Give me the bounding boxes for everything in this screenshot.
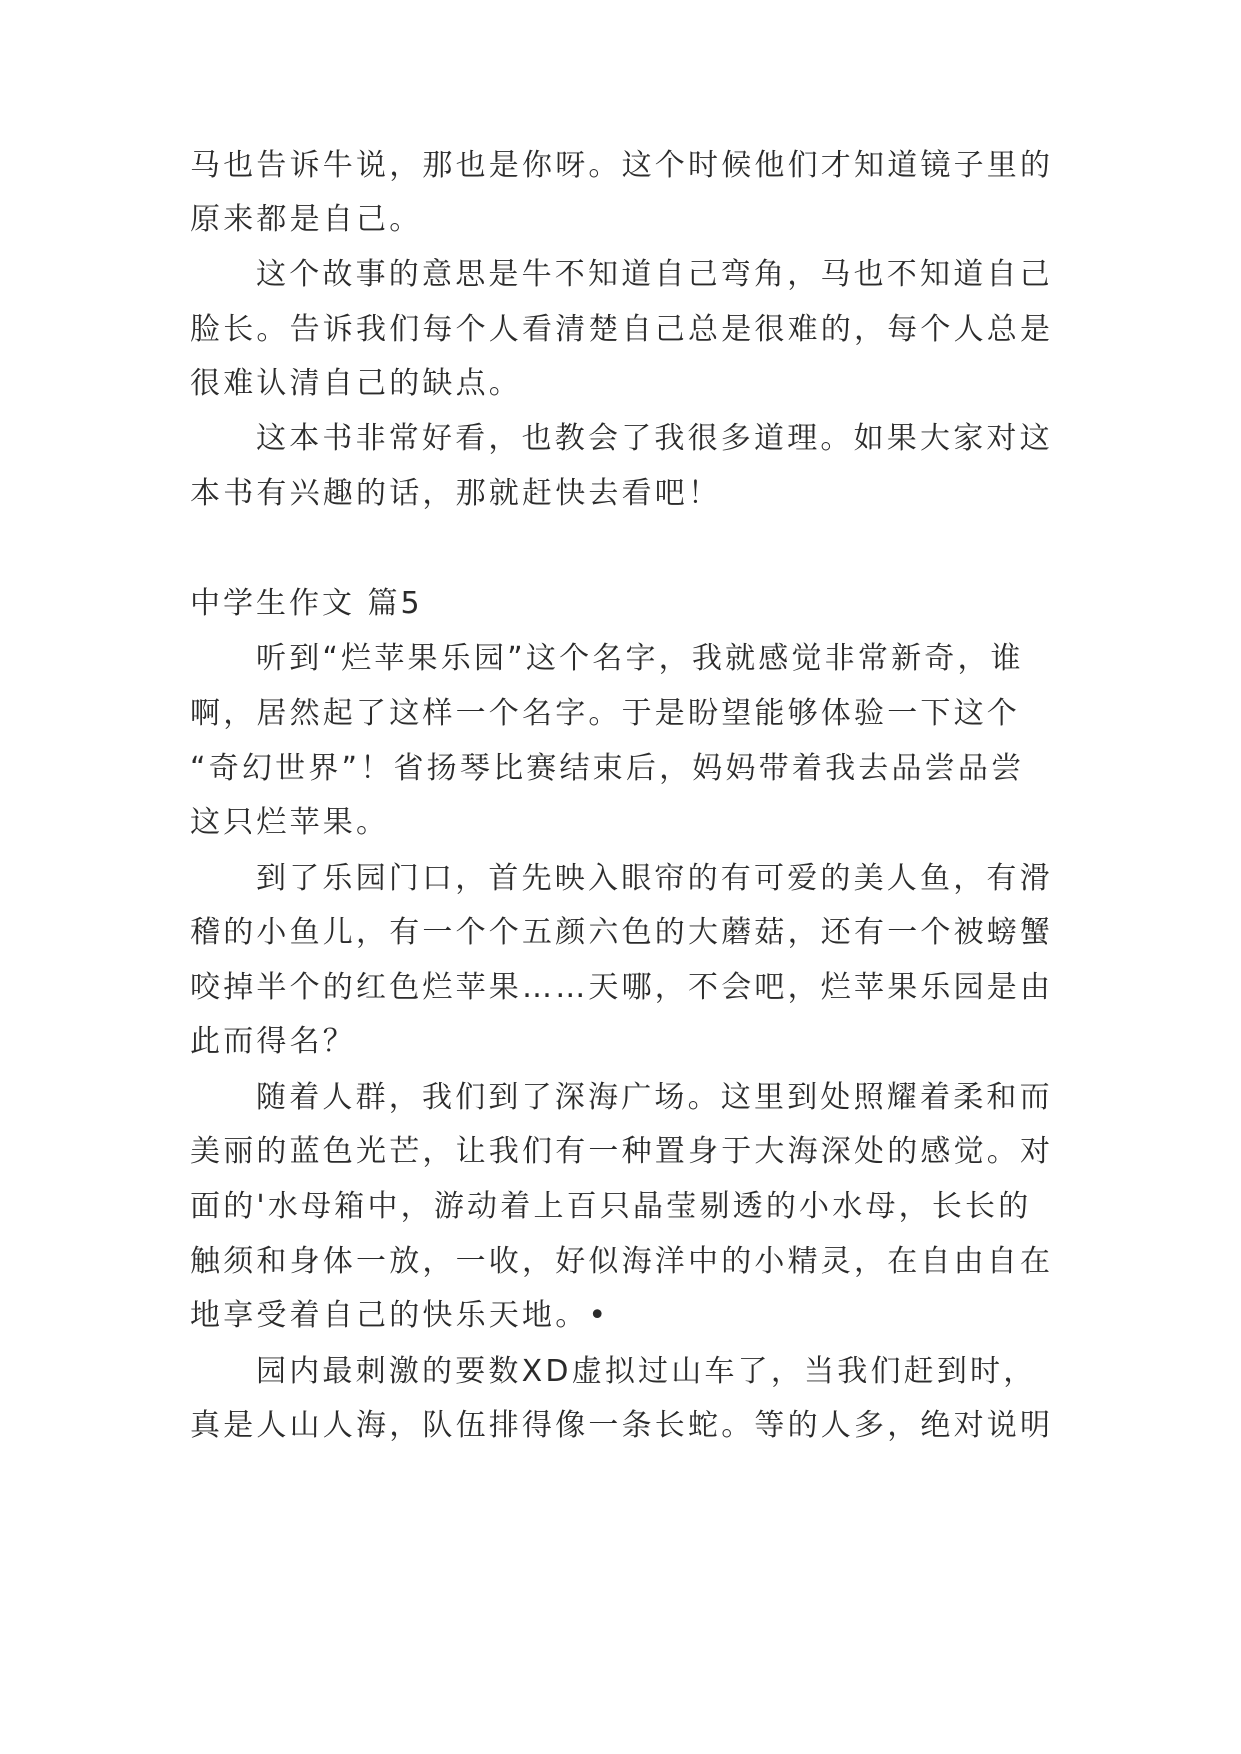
text-line: 到了乐园门口，首先映入眼帘的有可爱的美人鱼，有滑	[256, 861, 1053, 896]
text-line: 面的'水母箱中，游动着上百只晶莹剔透的小水母，长长的	[190, 1189, 1032, 1224]
text-line: 咬掉半个的红色烂苹果……天哪，不会吧，烂苹果乐园是由	[190, 970, 1054, 1005]
text-line: 园内最刺激的要数XD虚拟过山车了，当我们赶到时，	[256, 1354, 1037, 1389]
text-line: 地享受着自己的快乐天地。•	[190, 1298, 610, 1333]
text-line: 马也告诉牛说，那也是你呀。这个时候他们才知道镜子里的	[190, 148, 1054, 183]
text-line: 随着人群，我们到了深海广场。这里到处照耀着柔和而	[256, 1080, 1053, 1115]
text-line: 真是人山人海，队伍排得像一条长蛇。等的人多，绝对说明	[190, 1408, 1054, 1443]
section-heading: 中学生作文 篇5	[190, 586, 423, 621]
text-line: 很难认清自己的缺点。	[190, 366, 522, 401]
text-line: “奇幻世界”！省扬琴比赛结束后，妈妈带着我去品尝品尝	[190, 751, 1025, 786]
text-line: 原来都是自己。	[190, 202, 423, 237]
text-line: 稽的小鱼儿，有一个个五颜六色的大蘑菇，还有一个被螃蟹	[190, 915, 1054, 950]
text-line: 这个故事的意思是牛不知道自己弯角，马也不知道自己	[256, 257, 1053, 292]
text-line: 啊，居然起了这样一个名字。于是盼望能够体验一下这个	[190, 696, 1020, 731]
text-line: 美丽的蓝色光芒，让我们有一种置身于大海深处的感觉。对	[190, 1134, 1054, 1169]
text-line: 本书有兴趣的话，那就赶快去看吧！	[190, 476, 722, 511]
text-line: 听到“烂苹果乐园”这个名字，我就感觉非常新奇，谁	[256, 641, 1024, 676]
text-line: 脸长。告诉我们每个人看清楚自己总是很难的，每个人总是	[190, 312, 1054, 347]
text-line: 这只烂苹果。	[190, 805, 390, 840]
text-line: 触须和身体一放，一收，好似海洋中的小精灵，在自由自在	[190, 1244, 1054, 1279]
text-line: 此而得名？	[190, 1024, 356, 1059]
text-line: 这本书非常好看，也教会了我很多道理。如果大家对这	[256, 421, 1053, 456]
